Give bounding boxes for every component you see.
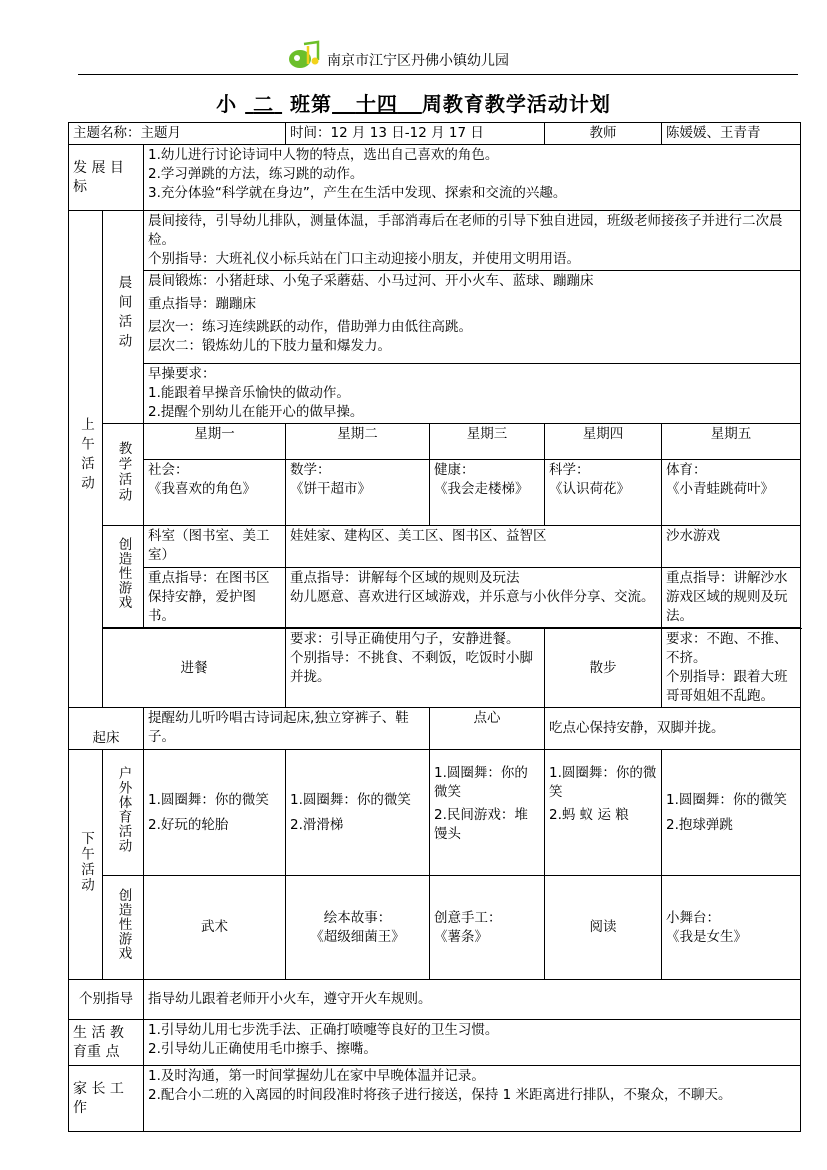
time-cell: 时间：12 月 13 日-12 月 17 日 <box>286 123 545 145</box>
weekday-fri: 星期五 <box>662 424 801 460</box>
eating-guidance: 个别指导：不挑食、不剩饭，吃饭时小脚并拢。 <box>290 650 533 685</box>
goal-item: 1.幼儿进行讨论诗词中人物的特点，选出自己喜欢的角色。 <box>148 147 499 163</box>
parents-item: 1.及时沟通，第一时间掌握幼儿在家中早晚体温并记录。 <box>148 1068 485 1084</box>
lesson-subject: 社会： <box>148 462 189 478</box>
lesson-tue <box>286 460 430 526</box>
creative-guidance-2: 重点指导：讲解每个区域的规则及玩法 幼儿愿意、喜欢进行区域游戏，并乐意与小伙伴分享、交流。 <box>286 568 662 628</box>
life-label: 生 活 教 育重 点 <box>69 1020 144 1066</box>
eating-requirement: 要求：引导正确使用勺子，安静进餐。 <box>290 631 520 647</box>
creative-mon: 武术 <box>144 876 286 980</box>
morning-activity-label <box>103 211 144 424</box>
creative-area-1: 科室（图书室、美工室） <box>144 526 286 568</box>
weekday-wed: 星期三 <box>430 424 545 460</box>
morning-section-text: 上午活动 <box>78 417 94 495</box>
creative-thu: 阅读 <box>545 876 662 980</box>
teacher-names: 陈媛媛、王青青 <box>662 123 801 145</box>
outdoor-thu <box>545 750 662 876</box>
meta-row <box>69 123 801 145</box>
lesson-topic: 《我会走楼梯》 <box>434 481 529 497</box>
outdoor-item: 1.圆圈舞：你的微笑 <box>290 791 411 808</box>
life-item: 2.引导幼儿正确使用毛巾擦手、擦嘴。 <box>148 1041 377 1057</box>
title-suffix: 周教育教学活动计划 <box>421 92 611 116</box>
parents-row <box>69 1066 801 1132</box>
creative-guidance-1: 重点指导：在图书区保持安静，爱护图书。 <box>144 568 286 628</box>
individual-row <box>69 980 801 1020</box>
exercise-cell <box>144 271 801 364</box>
parents-item: 2.配合小二班的入离园的时间段准时将孩子进行接送，保持 1 米距离进行排队，不聚众，不聊天。 <box>148 1087 732 1103</box>
outdoor-tue <box>286 750 430 876</box>
morning-section-label <box>69 211 103 708</box>
exercise-level-1: 层次一：练习连续跳跃的动作，借助弹力由低往高跳。 <box>148 319 472 335</box>
parents-content <box>144 1066 801 1132</box>
outdoor-wed <box>430 750 545 876</box>
weekday-mon: 星期一 <box>144 424 286 460</box>
outdoor-item: 1.圆圈舞：你的微笑 <box>666 791 787 808</box>
outdoor-item: 2.蚂 蚁 运 粮 <box>549 807 629 823</box>
outdoor-item: 2.好玩的轮胎 <box>148 816 229 833</box>
walk-guidance: 个别指导：跟着大班哥哥姐姐不乱跑。 <box>666 669 788 704</box>
creative-tue: 绘本故事： 《超级细菌王》 <box>286 876 430 980</box>
walk-label: 散步 <box>545 629 662 708</box>
outdoor-text: 户外体育活动 <box>115 766 132 853</box>
school-logo-icon <box>288 40 322 70</box>
arrival-cell <box>144 211 801 271</box>
afternoon-section-label <box>69 750 103 980</box>
goals-content <box>144 145 801 211</box>
title-class-name: 二 <box>253 92 275 116</box>
life-row <box>69 1020 801 1066</box>
goal-item: 2.学习弹跳的方法，练习跳的动作。 <box>148 166 364 182</box>
creative-afternoon-label <box>103 876 144 980</box>
individual-label: 个别指导 <box>69 980 144 1020</box>
creative-area-2: 娃娃家、建构区、美工区、图书区、益智区 <box>286 526 662 568</box>
life-item: 1.引导幼儿用七步洗手法、正确打喷嚏等良好的卫生习惯。 <box>148 1022 499 1038</box>
weekly-plan-table <box>68 122 801 1132</box>
wake-row <box>69 708 801 750</box>
lesson-subject: 体育： <box>666 462 707 478</box>
meal-row <box>69 629 801 708</box>
lesson-subject: 健康： <box>434 462 475 478</box>
outdoor-item: 2.民间游戏：堆馒头 <box>434 807 528 842</box>
drill-item: 1.能跟着早操音乐愉快的做动作。 <box>148 385 350 401</box>
page-title <box>0 88 827 117</box>
teaching-text: 教学活动 <box>115 440 132 503</box>
eating-label: 进餐 <box>103 629 286 708</box>
creative-morning-text: 创造性游戏 <box>115 537 132 610</box>
exercise-focus: 重点指导：蹦蹦床 <box>148 296 256 312</box>
goals-row <box>69 145 801 211</box>
title-class-prefix: 小 <box>216 92 238 116</box>
outdoor-item: 1.圆圈舞：你的微笑 <box>148 791 269 808</box>
creative-area-3: 沙水游戏 <box>662 526 801 568</box>
title-week: 十四 <box>355 92 398 116</box>
outdoor-item: 2.滑滑梯 <box>290 816 344 833</box>
arrival-text: 晨间接待，引导幼儿排队，测量体温，手部消毒后在老师的引导下独自进园，班级老师接孩子并进行二次晨检。 <box>148 213 783 248</box>
wake-label: 起床 <box>69 708 144 750</box>
exercise-level-2: 层次二：锻炼幼儿的下肢力量和爆发力。 <box>148 338 391 354</box>
snack-label: 点心 <box>430 708 545 750</box>
morning-activity-text: 晨间活动 <box>115 275 132 353</box>
creative-fri: 小舞台： 《我是女生》 <box>662 876 801 980</box>
lesson-topic: 《小青蛙跳荷叶》 <box>666 481 774 497</box>
afternoon-section-text: 下午活动 <box>78 830 94 893</box>
title-class-suffix: 班第 <box>290 92 333 116</box>
school-name: 南京市江宁区丹佛小镇幼儿园 <box>327 53 509 69</box>
snack-content: 吃点心保持安静，双脚并拢。 <box>545 708 801 750</box>
theme-cell: 主题名称：主题月 <box>69 123 286 145</box>
life-content <box>144 1020 801 1066</box>
outdoor-item: 1.圆圈舞：你的微笑 <box>434 765 528 800</box>
goal-item: 3.充分体验“科学就在身边”，产生在生活中发现、探索和交流的兴趣。 <box>148 185 567 201</box>
weekday-tue: 星期二 <box>286 424 430 460</box>
lesson-thu <box>545 460 662 526</box>
walk-requirement: 要求：不跑、不推、不挤。 <box>666 631 788 666</box>
drill-cell <box>144 364 801 424</box>
creative-afternoon-text: 创造性游戏 <box>115 888 132 961</box>
lesson-topic: 《认识荷花》 <box>549 481 630 497</box>
teaching-label <box>103 424 144 526</box>
exercise-text: 晨间锻炼：小猪赶球、小兔子采蘑菇、小马过河、开小火车、蓝球、蹦蹦床 <box>148 273 594 289</box>
walk-content <box>662 629 801 708</box>
drill-title: 早操要求： <box>148 366 216 382</box>
lesson-subject: 科学： <box>549 462 590 478</box>
lesson-mon <box>144 460 286 526</box>
lesson-topic: 《饼干超市》 <box>290 481 371 497</box>
outdoor-fri <box>662 750 801 876</box>
arrival-guidance: 个别指导：大班礼仪小标兵站在门口主动迎接小朋友，并使用文明用语。 <box>148 251 580 267</box>
teacher-label: 教师 <box>545 123 662 145</box>
goals-label: 发 展 目 标 <box>69 145 144 211</box>
lesson-subject: 数学： <box>290 462 331 478</box>
outdoor-mon <box>144 750 286 876</box>
lesson-fri <box>662 460 801 526</box>
outdoor-label <box>103 750 144 876</box>
lesson-wed <box>430 460 545 526</box>
eating-content <box>286 629 545 708</box>
drill-item: 2.提醒个别幼儿在能开心的做早操。 <box>148 404 364 420</box>
outdoor-item: 1.圆圈舞：你的微笑 <box>549 765 657 800</box>
weekday-thu: 星期四 <box>545 424 662 460</box>
creative-guidance-3: 重点指导：讲解沙水游戏区域的规则及玩法。 <box>662 568 801 628</box>
lesson-topic: 《我喜欢的角色》 <box>148 481 256 497</box>
creative-morning-label <box>103 526 144 628</box>
page-header <box>78 40 798 75</box>
wake-content: 提醒幼儿听吟唱古诗词起床,独立穿裤子、鞋子。 <box>144 708 430 750</box>
parents-label: 家 长 工 作 <box>69 1066 144 1132</box>
creative-wed: 创意手工： 《薯条》 <box>430 876 545 980</box>
individual-content: 指导幼儿跟着老师开小火车，遵守开火车规则。 <box>144 980 801 1020</box>
outdoor-item: 2.抱球弹跳 <box>666 816 733 833</box>
